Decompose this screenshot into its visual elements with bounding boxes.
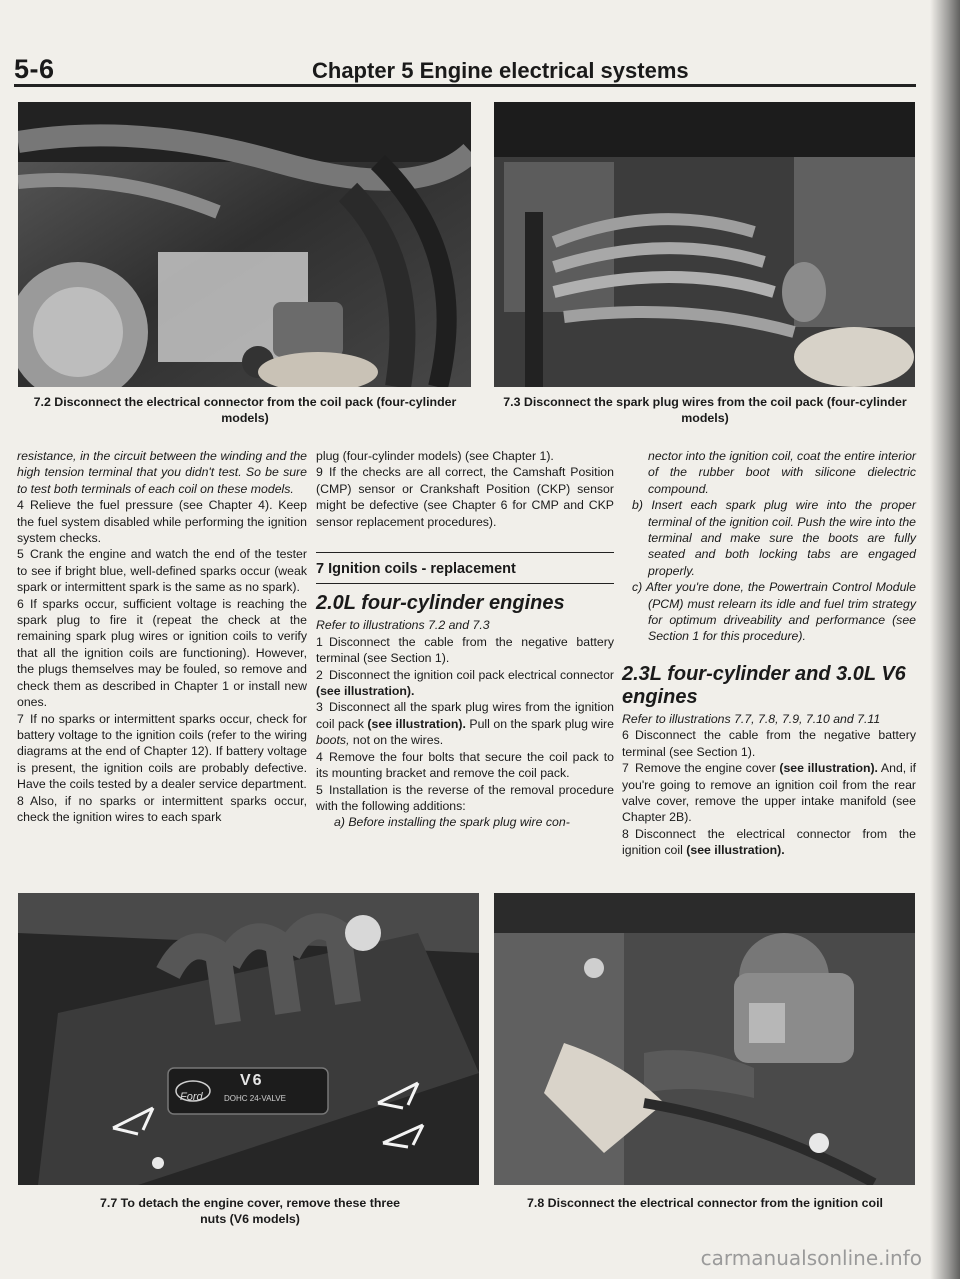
addition-a-cont: nector into the ignition coil, coat the entire interior of the rubber boot with silicone dielectric compound.	[648, 449, 916, 496]
text-column-3	[622, 448, 916, 859]
step-2: 2 Disconnect the ignition coil pack electrical connector (see illustration).	[316, 667, 614, 699]
page-number: 5-6	[14, 54, 55, 84]
step-7b: 7 Remove the engine cover (see illustration). And, if you're going to remove an ignition coil from the rear valve cover, remove the upper intake manifold (see Chapter 2B).	[622, 761, 916, 825]
text-column-2	[316, 448, 614, 831]
dohc-badge: DOHC 24-VALVE	[224, 1094, 286, 1103]
subheading-2-0l: 2.0L four-cylinder engines	[316, 592, 565, 615]
step-1: 1 Disconnect the cable from the negative battery terminal (see Section 1).	[316, 634, 614, 666]
text-column-1	[17, 448, 307, 825]
subheading-2-3l: 2.3L four-cylinder and 3.0L V6 engines	[622, 662, 906, 708]
caption-7-2: 7.2 Disconnect the electrical connector from the coil pack (four-cylinder models)	[33, 395, 457, 425]
chapter-title: Chapter 5 Engine electrical systems	[312, 58, 689, 83]
watermark: carmanualsonline.info	[700, 1246, 922, 1270]
caption-7-7: 7.7 To detach the engine cover, remove these three nuts (V6 models)	[100, 1196, 401, 1226]
addition-b: b) Insert each spark plug wire into the proper terminal of the ignition coil. Push the wire into the terminal and make sure the boots are fully seated and both locking tabs are engaged properly.	[632, 498, 916, 578]
photo-7-8	[494, 893, 915, 1185]
section-heading: 7 Ignition coils - replacement	[316, 552, 614, 584]
step-4b: 4 Remove the four bolts that secure the coil pack to its mounting bracket and remove the coil pack.	[316, 749, 614, 781]
step-6: 6 If sparks occur, sufficient voltage is reaching the spark plug to fire it (repeat the check at the remaining spark plug wires or ignition coils to verify that all the ignition coils are functioning). However, the plugs themselves may be fouled, so remove and check them as described in Chapter 1 or install new ones.	[17, 596, 307, 710]
refer-line: Refer to illustrations 7.2 and 7.3	[316, 618, 490, 633]
addition-c: c) After you're done, the Powertrain Control Module (PCM) must relearn its idle and fuel trim strategy for optimum driveability and performance (see Section 1 for this procedure).	[632, 580, 916, 644]
step-9: 9 If the checks are all correct, the Camshaft Position (CMP) sensor or Crankshaft Position (CKP) sensor might be defective (see Chapter 6 for CMP and CKP sensor replacement procedures).	[316, 465, 614, 529]
step-5b: 5 Installation is the reverse of the removal procedure with the following additions:	[316, 782, 614, 813]
ford-badge: Ford	[180, 1091, 203, 1103]
refer-line-2: Refer to illustrations 7.7, 7.8, 7.9, 7.10 and 7.11	[622, 711, 881, 726]
caption-7-8: 7.8 Disconnect the electrical connector from the ignition coil	[527, 1196, 883, 1210]
step-6b: 6 Disconnect the cable from the negative battery terminal (see Section 1).	[622, 728, 916, 759]
step-8-cont: plug (four-cylinder models) (see Chapter 1).	[316, 449, 554, 463]
caption-7-3: 7.3 Disconnect the spark plug wires from the coil pack (four-cylinder models)	[503, 395, 907, 425]
v6-badge: V6	[240, 1072, 264, 1089]
paragraph-continued: resistance, in the circuit between the winding and the high tension terminal that you didn't test. So be sure to test both terminals of each coil on these models.	[17, 449, 307, 496]
page-edge-shadow	[930, 0, 960, 1279]
addition-a: a) Before installing the spark plug wire con-	[334, 815, 570, 830]
step-8: 8 Also, if no sparks or intermittent sparks occur, check the ignition wires to each spark	[17, 793, 307, 824]
page-header	[14, 54, 916, 87]
step-8b: 8 Disconnect the electrical connector from the ignition coil (see illustration).	[622, 826, 916, 858]
step-4: 4 Relieve the fuel pressure (see Chapter 4). Keep the fuel system disabled while performing the ignition system checks.	[17, 498, 307, 546]
step-5: 5 Crank the engine and watch the end of the tester to see if bright blue, well-defined sparks occur (weak spark or intermittent spark is the same as no spark).	[17, 547, 307, 595]
photo-7-3	[494, 102, 915, 387]
photo-7-7	[18, 893, 479, 1185]
photo-7-2	[18, 102, 471, 387]
step-3: 3 Disconnect all the spark plug wires from the ignition coil pack (see illustration). Pull on the spark plug wire boots, not on the wires.	[316, 700, 614, 748]
step-7: 7 If no sparks or intermittent sparks occur, check for battery voltage to the ignition coils (refer to the wiring diagrams at the end of Chapter 12). If battery voltage is present, the ignition coils are probably defective. Have the coils tested by a dealer service department.	[17, 711, 307, 792]
